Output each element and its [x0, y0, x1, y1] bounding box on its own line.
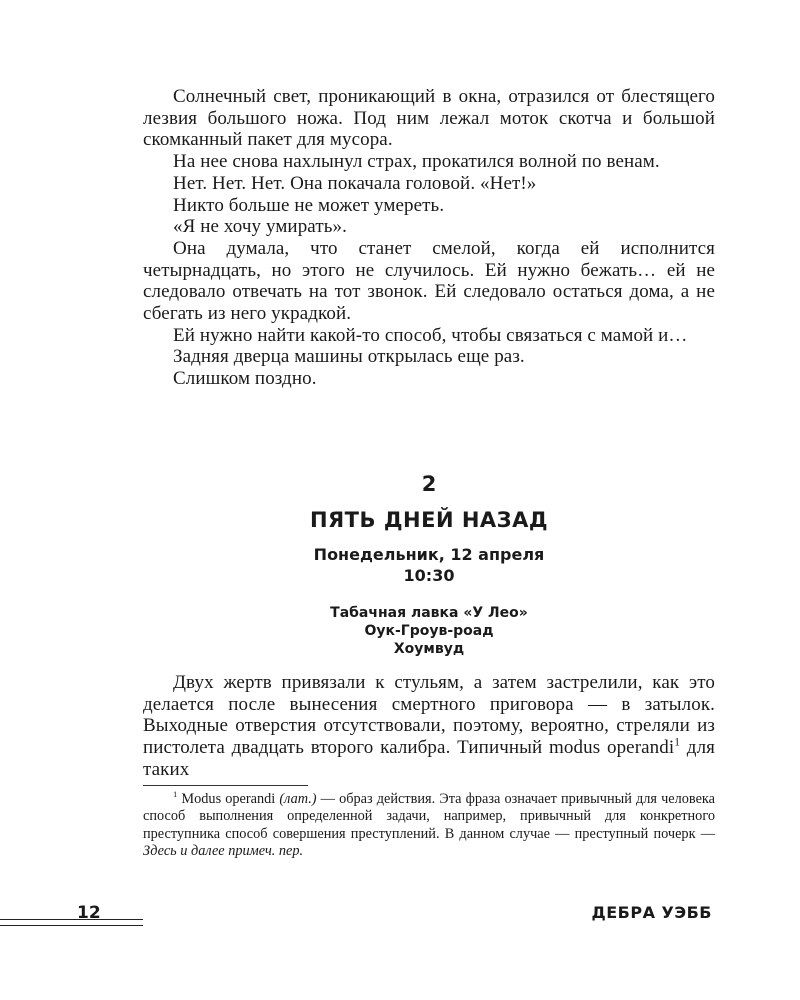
location-line: Оук-Гроув-роад: [364, 623, 494, 639]
bottom-text-block: [143, 672, 715, 781]
footnote: [143, 791, 715, 861]
paragraph: Ей нужно найти какой-то способ, чтобы связаться с мамой и…: [173, 324, 688, 346]
footnote-marker: 1: [173, 789, 178, 800]
paragraph: Никто больше не может умереть.: [173, 194, 445, 216]
chapter-location: [143, 604, 715, 658]
chapter-date: Понедельник, 12 апреля: [313, 545, 545, 564]
footnote-reference[interactable]: 1: [674, 736, 681, 749]
footer-rule-top: [0, 919, 143, 920]
running-header-author: ДЕБРА УЭББ: [591, 903, 712, 922]
footnote-divider: [143, 785, 308, 786]
paragraph-text: Двух жертв привязали к стульям, а затем застрелили, как это делается после вынесения смертного приговора — в затылок. Выходные отверстия отсутствовали, поэтому, вероятно, стреляли из пистолета двадцать второго калибра. Типичный modus operandi: [143, 672, 715, 759]
paragraph: [143, 672, 715, 781]
top-text-block: [143, 86, 715, 390]
paragraph: Солнечный свет, проникающий в окна, отразился от блестящего лезвия большого ножа. Под ним лежал моток скотча и большой скомканный пакет для мусора.: [143, 86, 715, 151]
paragraph: На нее снова нахлынул страх, прокатился волной по венам.: [173, 151, 660, 173]
paragraph-tail: для таких: [143, 737, 715, 780]
paragraph: Нет. Нет. Нет. Она покачала головой. «Нет!»: [173, 172, 537, 194]
footnote-lang: (лат.): [279, 791, 317, 807]
location-line: Табачная лавка «У Лео»: [330, 605, 528, 621]
footnote-text: — образ действия. Эта фраза означает привычный для человека способ выполнения определенной задачи, например, привычный для конкретного преступника способ совершения преступлений. В данном случае — преступный почерк —: [143, 791, 715, 842]
chapter-number: 2: [421, 472, 437, 496]
chapter-title: ПЯТЬ ДНЕЙ НАЗАД: [309, 508, 549, 532]
footnote-translator-note: Здесь и далее примеч. пер.: [143, 843, 304, 860]
paragraph: Слишком поздно.: [173, 368, 317, 390]
paragraph: Она думала, что станет смелой, когда ей исполнится четырнадцать, но этого не случилось. Ей нужно бежать… ей не следовало отвечать на тот звонок. Ей следовало остаться дома, а не сбегать из него украдкой.: [143, 237, 715, 325]
paragraph: «Я не хочу умирать».: [173, 216, 347, 238]
paragraph: Задняя дверца машины открылась еще раз.: [173, 346, 525, 368]
page-number: 12: [77, 903, 101, 923]
chapter-time: 10:30: [403, 566, 455, 585]
footnote-term: Modus operandi: [181, 791, 276, 807]
footer-rule-bottom: [0, 925, 143, 926]
location-line: Хоумвуд: [393, 641, 465, 657]
